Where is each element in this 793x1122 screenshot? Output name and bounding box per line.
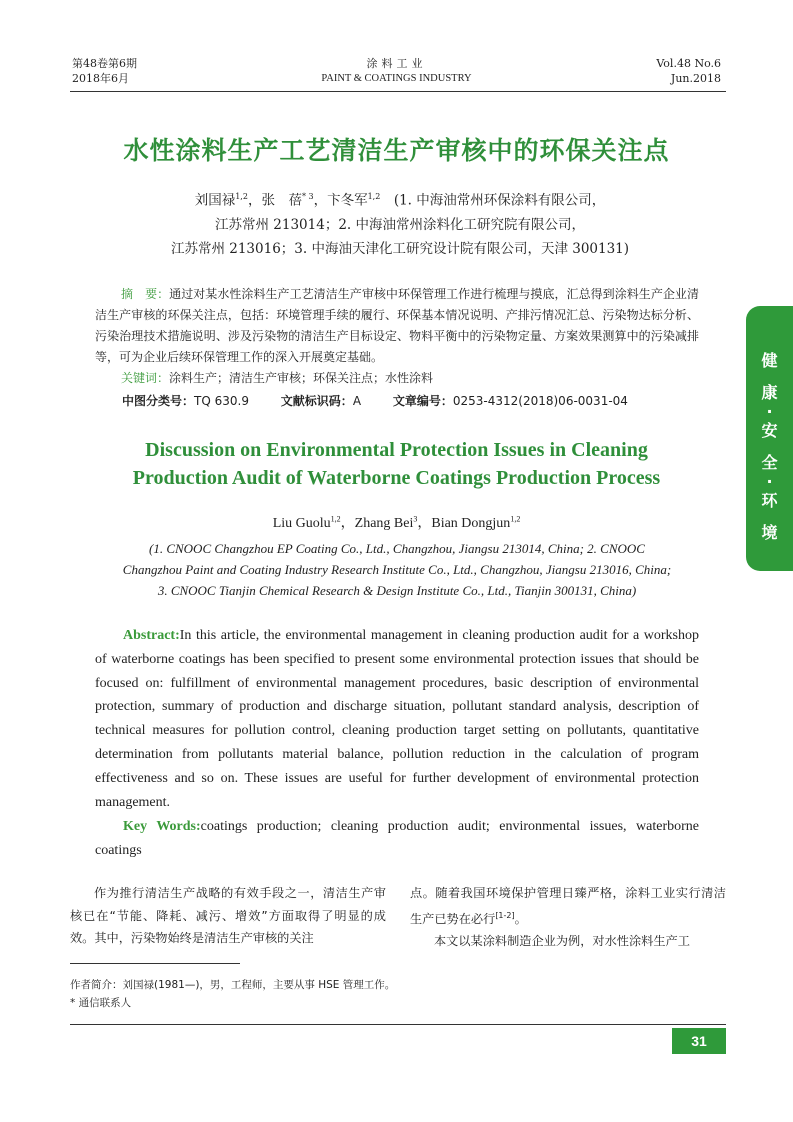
keywords-en xyxy=(95,815,699,863)
affiliation-cn-start: (1. 中海油常州环保涂料有限公司， xyxy=(380,192,606,209)
article-title-cn: 水性涂料生产工艺清洁生产审核中的环保关注点 xyxy=(123,136,670,165)
abstract-cn xyxy=(95,284,699,389)
journal-name-cn: 涂料工业 xyxy=(366,57,427,70)
affiliation-en-line1: (1. CNOOC Changzhou EP Coating Co., Ltd., Changzhou, Jiangsu 213014, China; 2. CNOOC xyxy=(149,541,645,556)
affiliation-en-line3: 3. CNOOC Tianjin Chemical Research & Design Institute Co., Ltd., Tianjin 300131, China) xyxy=(157,583,637,598)
side-tab-dot-2: · xyxy=(766,472,773,491)
citation-ref[interactable]: [1-2] xyxy=(495,910,515,920)
article-number xyxy=(393,394,628,408)
abstract-en xyxy=(95,624,699,814)
body-column-right xyxy=(410,882,726,953)
header-volume-issue: 第48卷第6期 xyxy=(72,57,137,70)
authors-cn-line1 xyxy=(90,185,710,213)
side-tab-char-5: 环 xyxy=(761,491,778,510)
abstract-cn-label: 摘 要： xyxy=(121,287,170,301)
body-right-p1-end: 。 xyxy=(514,911,527,926)
footnote-author-bio: 作者简介：刘国禄(1981—)，男，工程师，主要从事 HSE 管理工作。 xyxy=(70,979,396,991)
author-1-sup: 1,2 xyxy=(235,192,248,201)
authors-en xyxy=(0,512,793,532)
author-2-cn: ，张 蓓 xyxy=(247,192,302,209)
author-2-en-sup: 3 xyxy=(413,514,418,524)
classification-info xyxy=(122,392,656,409)
keywords-cn-label: 关键词： xyxy=(121,371,170,385)
header-date-cn: 2018年6月 xyxy=(72,72,129,85)
affiliation-en-line2: Changzhou Paint and Coating Industry Research Institute Co., Ltd., Changzhou, Jiangsu 213016, China; xyxy=(122,562,672,577)
side-tab-dot-1: · xyxy=(766,402,773,421)
header-divider xyxy=(70,91,726,92)
clc-label: 中图分类号： xyxy=(122,394,195,408)
author-1-en-sup: 1,2 xyxy=(330,514,341,524)
keywords-cn-text: 涂料生产；清洁生产审核；环保关注点；水性涂料 xyxy=(169,371,434,385)
doc-code-value: A xyxy=(352,394,362,408)
document-code xyxy=(281,394,361,408)
footnote xyxy=(70,976,395,1012)
title-en-line2: Production Audit of Waterborne Coatings Production Process xyxy=(132,467,661,489)
header-vol-info xyxy=(656,56,721,86)
body-column-left: 作为推行清洁生产战略的有效手段之一，清洁生产审核已在“节能、降耗、减污、增效”方面取得了明显的成效。其中，污染物始终是清洁生产审核的关注 xyxy=(70,886,386,945)
clc-number xyxy=(122,394,249,408)
footnote-divider xyxy=(70,963,240,964)
body-right-paragraph-1 xyxy=(410,882,726,930)
abstract-en-text: In this article, the environmental management in cleaning production audit for a workshop of waterborne coatings has been specified to present some environmental protection issues that should be focused on: fulfillment of environmental management procedures, basic description of environmental protection, summary of production and discharge situation, pollutant standard analysis, description of technical measures for pollution control, cleaning production target setting on pollutants, quantitative determination from pollutants material balance, pollution reduction in the calculation of program effectiveness and so on. These issues are useful for further development of environmental protection management. xyxy=(95,628,699,810)
side-tab-char-4: 全 xyxy=(761,453,778,472)
side-tab-char-1: 健 xyxy=(761,351,778,370)
doc-code-label: 文献标识码： xyxy=(280,394,353,408)
keywords-en-label: Key Words: xyxy=(123,819,201,834)
footnote-corresponding: * 通信联系人 xyxy=(70,997,132,1009)
side-tab-char-6: 境 xyxy=(761,523,778,542)
authors-cn xyxy=(90,185,710,261)
section-side-tab xyxy=(746,306,793,571)
body-right-paragraph-2: 本文以某涂料制造企业为例，对水性涂料生产工 xyxy=(434,934,690,949)
author-3-sup: 1,2 xyxy=(367,192,381,201)
abstract-en-label: Abstract: xyxy=(123,628,180,643)
abstract-cn-text: 通过对某水性涂料生产工艺清洁生产审核中环保管理工作进行梳理与摸底，汇总得到涂料生产企业清洁生产审核的环保关注点，包括：环境管理手续的履行、环保基本情况说明、产排污情况汇总、污染物达标分析、污染治理技术措施说明、涉及污染物的清洁生产目标设定、物料平衡中的污染物定量、方案效果测算中的污染减排等，可为企业后续环保管理工作的深入开展奠定基础。 xyxy=(95,287,699,364)
author-1-cn: 刘国禄 xyxy=(194,192,236,209)
journal-name-en: PAINT & COATINGS INDUSTRY xyxy=(321,73,472,84)
author-2-en: ，Zhang Bei xyxy=(340,516,414,531)
page-number: 31 xyxy=(672,1028,726,1054)
header-date-en: Jun.2018 xyxy=(670,72,721,85)
keywords-cn xyxy=(95,368,699,389)
author-1-en: Liu Guolu xyxy=(272,516,331,531)
author-3-en: ，Bian Dongjun xyxy=(417,516,511,531)
keywords-en-text: coatings production; cleaning production audit; environmental issues, waterborne coatings xyxy=(95,819,699,858)
footer-divider xyxy=(70,1024,726,1025)
authors-cn-line3: 江苏常州 213016；3. 中海油天津化工研究设计院有限公司，天津 300131) xyxy=(170,240,630,257)
abstract-cn-body xyxy=(95,284,699,368)
clc-value: TQ 630.9 xyxy=(194,394,249,408)
side-tab-char-3: 安 xyxy=(761,421,778,440)
authors-cn-line2: 江苏常州 213014；2. 中海油常州涂料化工研究院有限公司， xyxy=(215,216,585,233)
author-3-cn: ，卞冬军 xyxy=(313,192,368,209)
article-no-value: 0253-4312(2018)06-0031-04 xyxy=(452,394,628,408)
title-en-line1: Discussion on Environmental Protection Issues in Cleaning xyxy=(145,439,648,461)
side-tab-char-2: 康 xyxy=(761,383,778,402)
article-title-en xyxy=(0,436,793,492)
header-volume-en: Vol.48 No.6 xyxy=(656,57,721,70)
article-no-label: 文章编号： xyxy=(392,394,453,408)
affiliations-en xyxy=(90,538,704,601)
body-right-p1-text: 点。随着我国环境保护管理日臻严格，涂料工业实行清洁生产已势在必行 xyxy=(410,886,726,926)
author-2-sup: * 3 xyxy=(301,192,314,201)
author-3-en-sup: 1,2 xyxy=(510,514,521,524)
